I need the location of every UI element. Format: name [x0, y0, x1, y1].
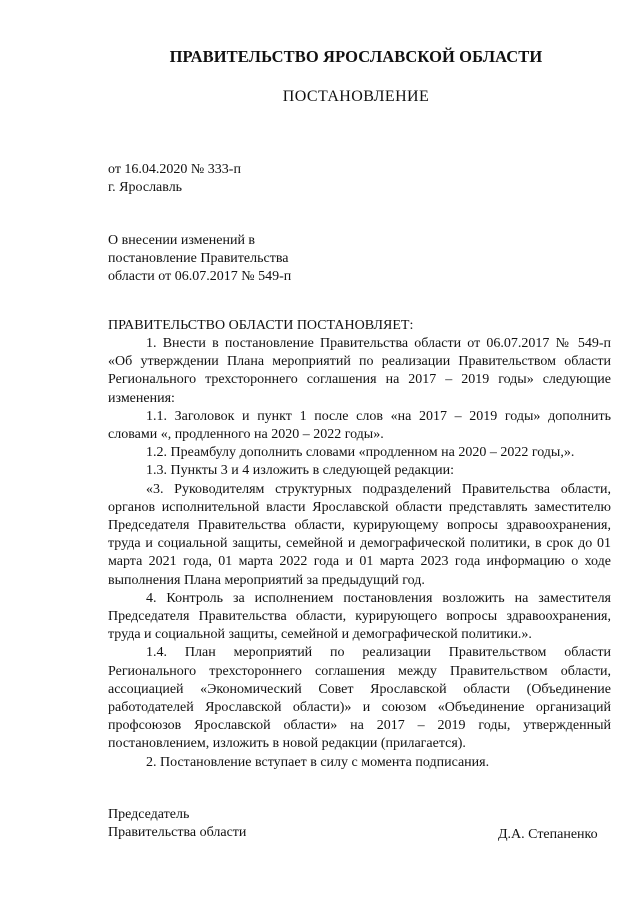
city: г. Ярославль: [108, 180, 183, 195]
document-meta: [108, 161, 241, 197]
paragraph: «3. Руководителям структурных подразделений Правительства области, органов исполнительной власти Ярославской области представлять заместителю Председателя Правительства области, курирующему вопросы здравоохранения, труда и социальной защиты, семейной и демографической политики, в срок до 01 марта 2021 года, 01 марта 2022 года и 01 марта 2023 года информацию о ходе выполнения Плана мероприятий за предыдущий год.: [108, 481, 611, 588]
preamble: ПРАВИТЕЛЬСТВО ОБЛАСТИ ПОСТАНОВЛЯЕТ:: [108, 318, 414, 333]
government-title: ПРАВИТЕЛЬСТВО ЯРОСЛАВСКОЙ ОБЛАСТИ: [169, 47, 543, 66]
subject-line: постановление Правительства: [108, 251, 289, 266]
position-line: Председатель: [108, 807, 190, 822]
paragraph: 1.2. Преамбулу дополнить словами «продленном на 2020 – 2022 годы,».: [146, 445, 575, 461]
paragraph: 1.1. Заголовок и пункт 1 после слов «на 2017 – 2019 годы» дополнить словами «, продленного на 2020 – 2022 годы».: [108, 408, 611, 443]
paragraph: 4. Контроль за исполнением постановления возложить на заместителя Председателя Правительства области, курирующего вопросы здравоохранения, труда и социальной защиты, семейной и демографической политики.».: [108, 590, 611, 643]
subject-line: области от 06.07.2017 № 549-п: [108, 269, 292, 284]
paragraph: 1.3. Пункты 3 и 4 изложить в следующей редакции:: [146, 463, 455, 479]
subject-line: О внесении изменений в: [108, 233, 256, 248]
signatory-position: [108, 806, 246, 842]
document-body: [108, 335, 611, 772]
position-line: Правительства области: [108, 825, 247, 840]
date-number: от 16.04.2020 № 333-п: [108, 162, 241, 177]
document-subject: [108, 232, 368, 286]
signatory-name: Д.А. Степаненко: [498, 827, 598, 842]
paragraph: 1. Внести в постановление Правительства области от 06.07.2017 № 549-п «Об утверждении Плана мероприятий по реализации Правительством области Регионального трехстороннего соглашения на 2017 – 2019 годы» следующие изменения:: [108, 336, 611, 406]
document-type: ПОСТАНОВЛЕНИЕ: [282, 88, 430, 105]
paragraph: 2. Постановление вступает в силу с момента подписания.: [146, 754, 490, 770]
paragraph: 1.4. План мероприятий по реализации Правительством области Регионального трехстороннего соглашения между Правительством области, ассоциацией «Экономический Совет Ярославской области (Объединение работодателей Ярославской области)» и союзом «Объединение организаций профсоюзов Ярославской области» на 2017 – 2019 годы, утвержденный постановлением, изложить в новой редакции (прилагается).: [108, 645, 611, 752]
